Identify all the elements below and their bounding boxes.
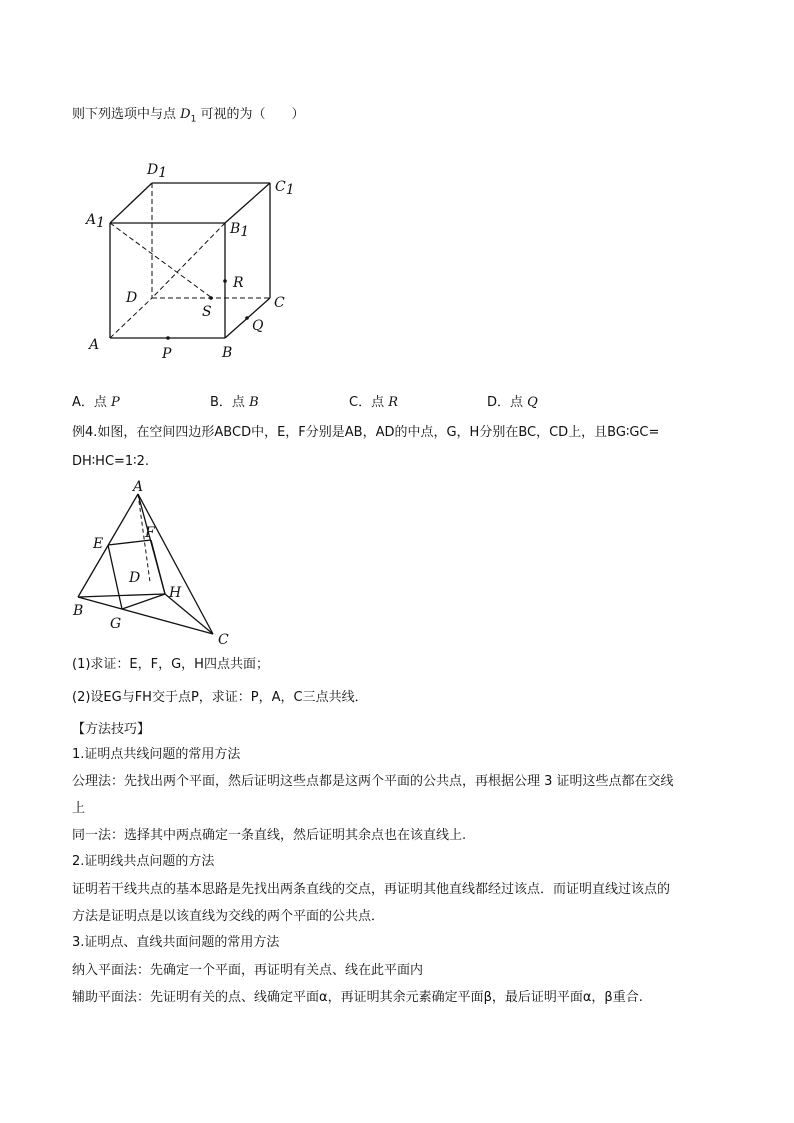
section1-para2: 同一法：选择其中两点确定一条直线，然后证明其余点也在该直线上. xyxy=(72,828,467,843)
label-tet-g: G xyxy=(110,616,122,632)
section1-para1: 公理法：先找出两个平面，然后证明这些点都是这两个平面的公共点，再根据公理 3 证明这些点都在交线 xyxy=(72,774,674,789)
section3-para1: 纳入平面法：先确定一个平面，再证明有关点、线在此平面内 xyxy=(72,963,424,978)
question-stem xyxy=(72,105,304,130)
stem-point-sub: 1 xyxy=(190,114,197,125)
section2-para1: 证明若干线共点的基本思路是先找出两条直线的交点，再证明其他直线都经过该点．而证明直线过该点的 xyxy=(72,882,671,897)
methods-heading: 【方法技巧】 xyxy=(72,722,151,737)
point-s-dot xyxy=(209,296,213,300)
label-d1: D1 xyxy=(147,162,168,181)
label-b1: B1 xyxy=(230,221,250,240)
option-b: B．点 B xyxy=(210,395,259,410)
label-c1: C1 xyxy=(275,179,295,198)
label-tet-a: A xyxy=(133,479,144,495)
option-a: A．点 P xyxy=(72,395,120,410)
section2-title: 2.证明线共点问题的方法 xyxy=(72,854,215,869)
point-p-dot xyxy=(166,336,170,340)
example4-part2: (2)设EG与FH交于点P，求证：P，A，C三点共线． xyxy=(72,690,368,705)
label-tet-c: C xyxy=(218,632,229,648)
section1-para1-cont: 上 xyxy=(72,801,86,816)
point-q-dot xyxy=(245,316,249,320)
label-d: D xyxy=(126,290,138,306)
section3-title: 3.证明点、直线共面问题的常用方法 xyxy=(72,935,280,950)
label-p: P xyxy=(162,346,172,362)
stem-point: D xyxy=(180,107,191,122)
label-tet-h: H xyxy=(169,585,182,601)
label-tet-d: D xyxy=(129,570,141,586)
label-tet-b: B xyxy=(73,603,84,619)
label-c: C xyxy=(274,295,285,311)
label-tet-e: E xyxy=(93,536,104,552)
label-tet-f: F xyxy=(145,525,155,541)
example4-part1: (1)求证：E，F，G，H四点共面； xyxy=(72,657,269,672)
tetrahedron-figure xyxy=(70,476,232,648)
label-s: S xyxy=(202,304,212,320)
label-b: B xyxy=(222,345,233,361)
label-q: Q xyxy=(252,318,264,334)
example4-line1: 例4.如图，在空间四边形ABCD中，E，F分别是AB，AD的中点，G，H分别在BC，CD上，且BG∶GC= xyxy=(72,425,660,440)
section3-para2: 辅助平面法：先证明有关的点、线确定平面α，再证明其余元素确定平面β，最后证明平面α，β重合. xyxy=(72,990,643,1005)
cube-figure xyxy=(80,150,300,365)
option-d: D．点 Q xyxy=(487,395,538,410)
label-r: R xyxy=(233,275,244,291)
label-a1: A1 xyxy=(86,212,106,231)
stem-text-pre: 则下列选项中与点 xyxy=(72,107,181,122)
option-c: C．点 R xyxy=(349,395,399,410)
section2-para1-cont: 方法是证明点是以该直线为交线的两个平面的公共点． xyxy=(72,909,385,924)
point-r-dot xyxy=(223,279,227,283)
example4-line2: DH∶HC=1∶2. xyxy=(72,454,149,469)
stem-text-post: 可视的为（ ） xyxy=(196,107,305,122)
label-a: A xyxy=(89,337,100,353)
section1-title: 1.证明点共线问题的常用方法 xyxy=(72,747,241,762)
